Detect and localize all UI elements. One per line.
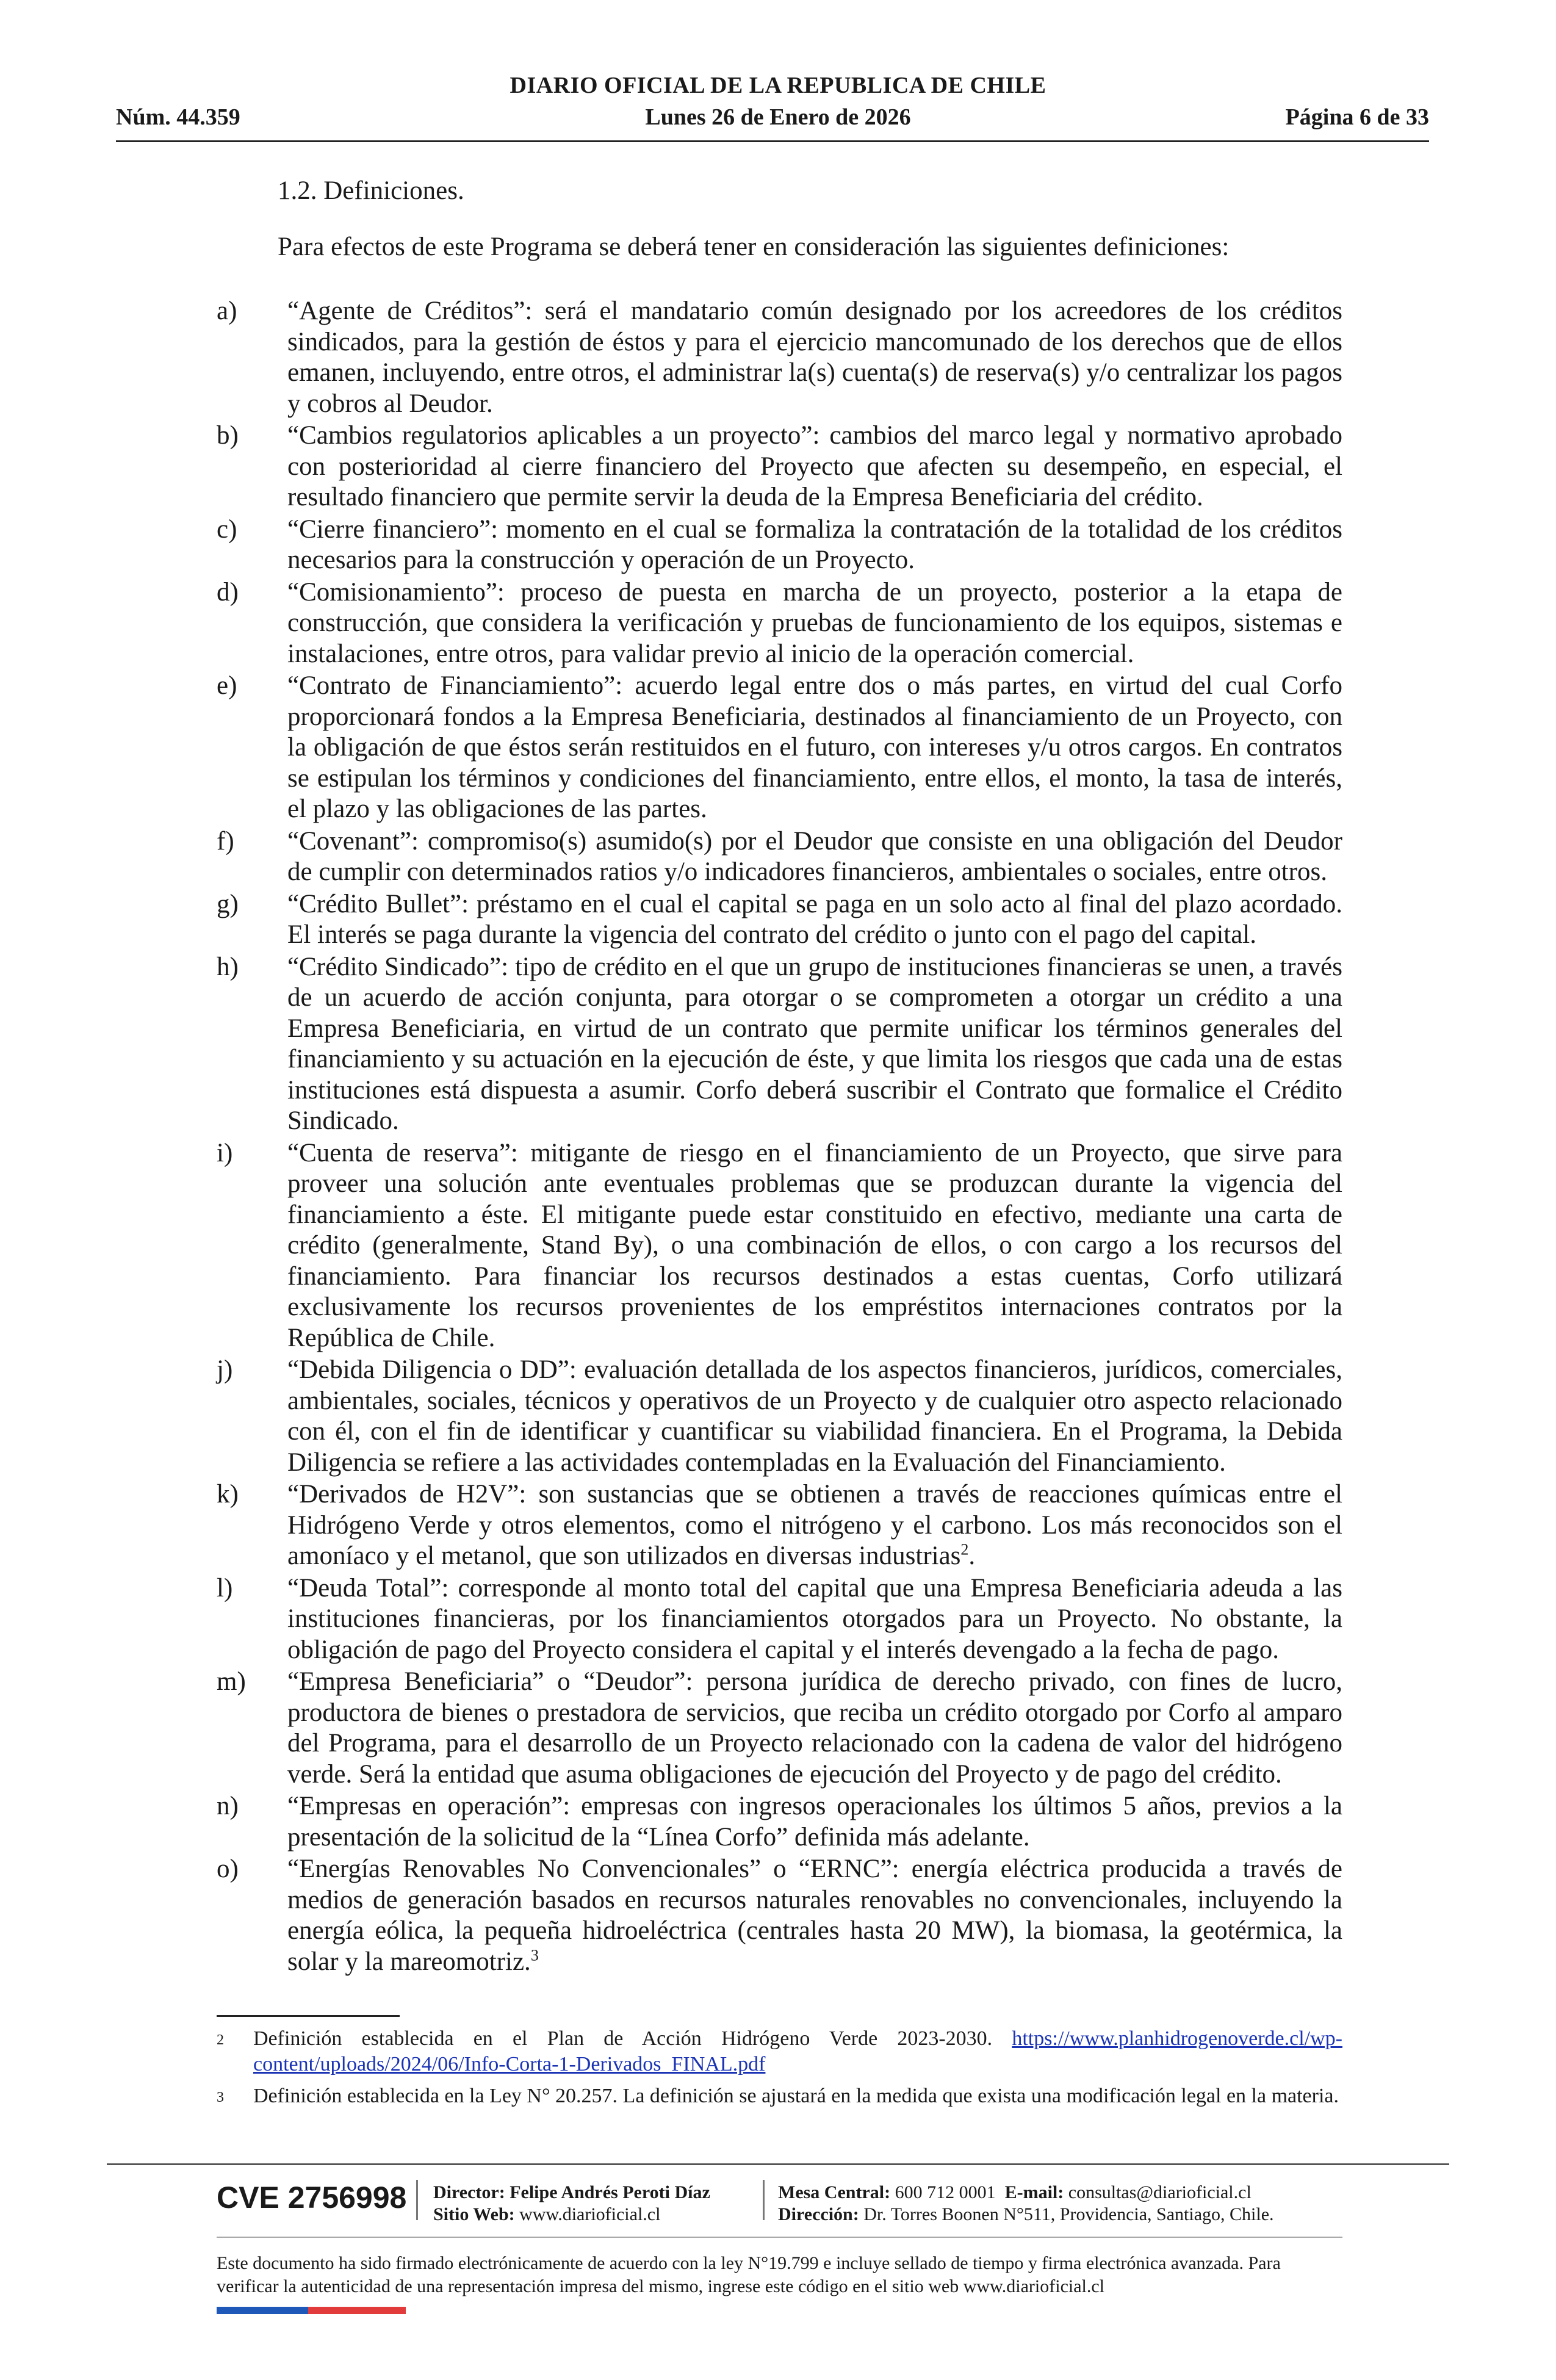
footer-separator (763, 2180, 765, 2220)
definition-text: “Covenant”: compromiso(s) asumido(s) por el Deudor que consiste en una obligación del Deudor de cumplir con determinados ratios y/o indicadores financieros, ambientales o sociales, entre otros. (287, 826, 1342, 886)
footer-thin-divider (217, 2237, 1342, 2238)
footer-separator (416, 2180, 418, 2220)
definition-item (217, 952, 1342, 1137)
footnote-ref[interactable]: 3 (530, 1946, 539, 1964)
issue-date: Lunes 26 de Enero de 2026 (645, 104, 911, 130)
footnote-body: Definición establecida en el Plan de Acción Hidrógeno Verde 2023-2030. (253, 2027, 1012, 2050)
director-label: Director: (433, 2182, 505, 2202)
definition-text: “Empresa Beneficiaria” o “Deudor”: persona jurídica de derecho privado, con fines de lucro, productora de bienes o prestadora de servicios, que reciba un crédito otorgado por Corfo al amparo del Programa, para el desarrollo de un Proyecto relacionado con la cadena de valor del hidrógeno verde. Será la entidad que asuma obligaciones de ejecución del Proyecto y de pago del crédito. (287, 1667, 1342, 1789)
email-address[interactable]: consultas@diarioficial.cl (1068, 2182, 1252, 2202)
footnote-text (253, 2026, 1342, 2077)
footnote-text: Definición establecida en la Ley N° 20.257. La definición se ajustará en la medida que exista una modificación legal en la materia. (253, 2085, 1339, 2107)
email-label: E-mail: (1004, 2182, 1064, 2202)
definition-body: “Energías Renovables No Convencionales” o “ERNC”: energía eléctrica producida a través de medios de generación basados en recursos naturales renovables no convencionales, incluyendo la energía eólica, la pequeña hidroeléctrica (centrales hasta 20 MW), la biomasa, la geotérmica, la solar y la mareomotriz. (287, 1855, 1342, 1976)
footnote-number: 3 (217, 2090, 224, 2105)
definition-item (217, 1791, 1342, 1853)
definition-item (217, 1355, 1342, 1478)
definition-letter: m) (217, 1667, 246, 1696)
definition-text: “Cierre financiero”: momento en el cual se formaliza la contratación de la totalidad de los créditos necesarios para la construcción y operación de un Proyecto. (287, 514, 1342, 574)
definition-text: “Empresas en operación”: empresas con ingresos operacionales los últimos 5 años, previos a la presentación de la solicitud de la “Línea Corfo” definida más adelante. (287, 1792, 1342, 1852)
mesa-label: Mesa Central: (778, 2182, 891, 2202)
newspaper-title: DIARIO OFICIAL DE LA REPUBLICA DE CHILE (510, 73, 1046, 98)
definition-item (217, 1479, 1342, 1572)
flag-color-bar (217, 2307, 406, 2314)
definition-text: “Cuenta de reserva”: mitigante de riesgo en el financiamiento de un Proyecto, que sirve para proveer una solución ante eventuales problemas que se produzcan durante la vigencia del financiamiento a éste. El mitigante puede estar constituido en efectivo, mediante una carta de crédito (generalmente, Stand By), o una combinación de ellos, o con cargo a los recursos del financiamiento. Para financiar los recursos destinados a estas cuentas, Corfo utilizará exclusivamente los recursos provenientes de los empréstitos internaciones contratos por la República de Chile. (287, 1138, 1342, 1352)
section-intro: Para efectos de este Programa se deberá tener en consideración las siguientes definiciones: (278, 233, 1230, 261)
section-title: 1.2. Definiciones. (278, 176, 464, 205)
definition-item (217, 889, 1342, 951)
director-name: Felipe Andrés Peroti Díaz (510, 2182, 710, 2202)
definition-text: “Crédito Bullet”: préstamo en el cual el capital se paga en un solo acto al final del plazo acordado. El interés se paga durante la vigencia del contrato del crédito o junto con el pago del capital. (287, 889, 1342, 949)
definition-letter: d) (217, 577, 239, 607)
footnote (217, 2026, 1342, 2077)
director-block (433, 2182, 710, 2226)
definition-letter: g) (217, 889, 239, 918)
definition-text: “Cambios regulatorios aplicables a un proyecto”: cambios del marco legal y normativo aprobado con posterioridad al cierre financiero del Proyecto que afecten su desempeño, en especial, el resultado financiero que permite servir la deuda de la Empresa Beneficiaria del crédito. (287, 421, 1342, 511)
definition-item (217, 296, 1342, 419)
definition-item (217, 826, 1342, 888)
page-number: Página 6 de 33 (1285, 104, 1429, 130)
definition-text: “Deuda Total”: corresponde al monto total del capital que una Empresa Beneficiaria adeuda a las instituciones financieras, por los financiamientos otorgados para un Proyecto. No obstante, la obligación de pago del Proyecto considera el capital y el interés devengado a la fecha de pago. (287, 1573, 1342, 1664)
cve-code: CVE 2756998 (217, 2180, 407, 2215)
definition-text: “Crédito Sindicado”: tipo de crédito en el que un grupo de instituciones financieras se unen, a través de un acuerdo de acción conjunta, para otorgar o se comprometen a otorgar un crédito a una Empresa Beneficiaria, en virtud de un contrato que permite unificar los términos generales del financiamiento y su actuación en la ejecución de éste, y que limita los riesgos que cada una de estas instituciones está dispuesta a asumir. Corfo deberá suscribir el Contrato que formalice el Crédito Sindicado. (287, 952, 1342, 1135)
definition-letter: f) (217, 826, 234, 856)
header-divider (116, 140, 1429, 142)
footnote-ref[interactable]: 2 (960, 1540, 969, 1559)
color-bar-red (308, 2307, 406, 2314)
definition-letter: n) (217, 1792, 239, 1820)
definition-text: “Agente de Créditos”: será el mandatario común designado por los acreedores de los créditos sindicados, para la gestión de éstos y para el ejercicio mancomunado de los derechos que de ellos emanen, incluyendo, entre otros, el administrar la(s) cuenta(s) de reserva(s) y/o centralizar los pagos y cobros al Deudor. (287, 297, 1342, 418)
definition-letter: b) (217, 421, 239, 450)
definition-item (217, 671, 1342, 825)
definition-letter: h) (217, 952, 239, 981)
definition-tail: . (968, 1542, 976, 1570)
definition-item (217, 577, 1342, 670)
definition-text: “Comisionamiento”: proceso de puesta en marcha de un proyecto, posterior a la etapa de construcción, que considera la verificación y pruebas de funcionamiento de los equipos, sistemas e instalaciones, entre otros, para validar previo al inicio de la operación comercial. (287, 577, 1342, 668)
contact-block (778, 2182, 1274, 2226)
definition-letter: l) (217, 1573, 233, 1603)
color-bar-blue (217, 2307, 308, 2314)
site-url[interactable]: www.diarioficial.cl (519, 2204, 661, 2224)
address-label: Dirección: (778, 2204, 859, 2224)
definition-letter: i) (217, 1138, 233, 1167)
footnote (217, 2083, 1342, 2110)
definition-letter: c) (217, 514, 237, 544)
definition-letter: o) (217, 1855, 239, 1883)
definition-body: “Derivados de H2V”: son sustancias que se obtienen a través de reacciones químicas entre el Hidrógeno Verde y otros elementos, como el nitrógeno y el carbono. Los más reconocidos son el amoníaco y el metanol, que son utilizados en diversas industrias (287, 1480, 1342, 1570)
definitions-list (217, 296, 1342, 1978)
definition-item (217, 1854, 1342, 1977)
definition-item (217, 1573, 1342, 1666)
mesa-phone: 600 712 0001 (895, 2182, 996, 2202)
definition-text: “Contrato de Financiamiento”: acuerdo legal entre dos o más partes, en virtud del cual Corfo proporcionará fondos a la Empresa Beneficiaria, destinados al financiamiento de un Proyecto, con la obligación de que éstos serán restituidos en el futuro, con intereses y/u otros cargos. En contratos se estipulan los términos y condiciones del financiamiento, entre ellos, el monto, la tasa de interés, el plazo y las obligaciones de las partes. (287, 671, 1342, 823)
definition-letter: e) (217, 671, 237, 700)
footnote-link[interactable]: https://www.planhidrogenoverde.cl/wp-content/uploads/2024/06/Info-Corta-1-Derivados_FINAL.pdf (253, 2027, 1342, 2075)
definition-item (217, 1138, 1342, 1354)
definition-text (287, 1479, 1342, 1572)
definition-letter: a) (217, 297, 237, 325)
legal-notice: Este documento ha sido firmado electrónicamente de acuerdo con la ley N°19.799 e incluye sellado de tiempo y firma electrónica avanzada. Para verificar la autenticidad de una representación impresa del mismo, ingrese este código en el sitio web www.diarioficial.cl (217, 2253, 1281, 2296)
footer-divider (107, 2163, 1449, 2165)
definition-item (217, 420, 1342, 513)
issue-number: Núm. 44.359 (116, 104, 240, 130)
site-label: Sitio Web: (433, 2204, 515, 2224)
definition-text: “Debida Diligencia o DD”: evaluación detallada de los aspectos financieros, jurídicos, comerciales, ambientales, sociales, técnicos y operativos de un Proyecto y de cualquier otro aspecto relacionado con él, con el fin de identificar y cuantificar su viabilidad financiera. En el Programa, la Debida Diligencia se refiere a las actividades contempladas en la Evaluación del Financiamiento. (287, 1355, 1342, 1477)
definition-letter: j) (217, 1355, 233, 1384)
definition-letter: k) (217, 1480, 239, 1509)
definition-item (217, 1667, 1342, 1790)
address: Dr. Torres Boonen N°511, Providencia, Santiago, Chile. (863, 2204, 1274, 2224)
definition-text (287, 1854, 1342, 1977)
footnote-number: 2 (217, 2032, 224, 2048)
footnote-divider (217, 2015, 400, 2017)
definition-item (217, 514, 1342, 576)
footnotes (217, 2026, 1342, 2116)
